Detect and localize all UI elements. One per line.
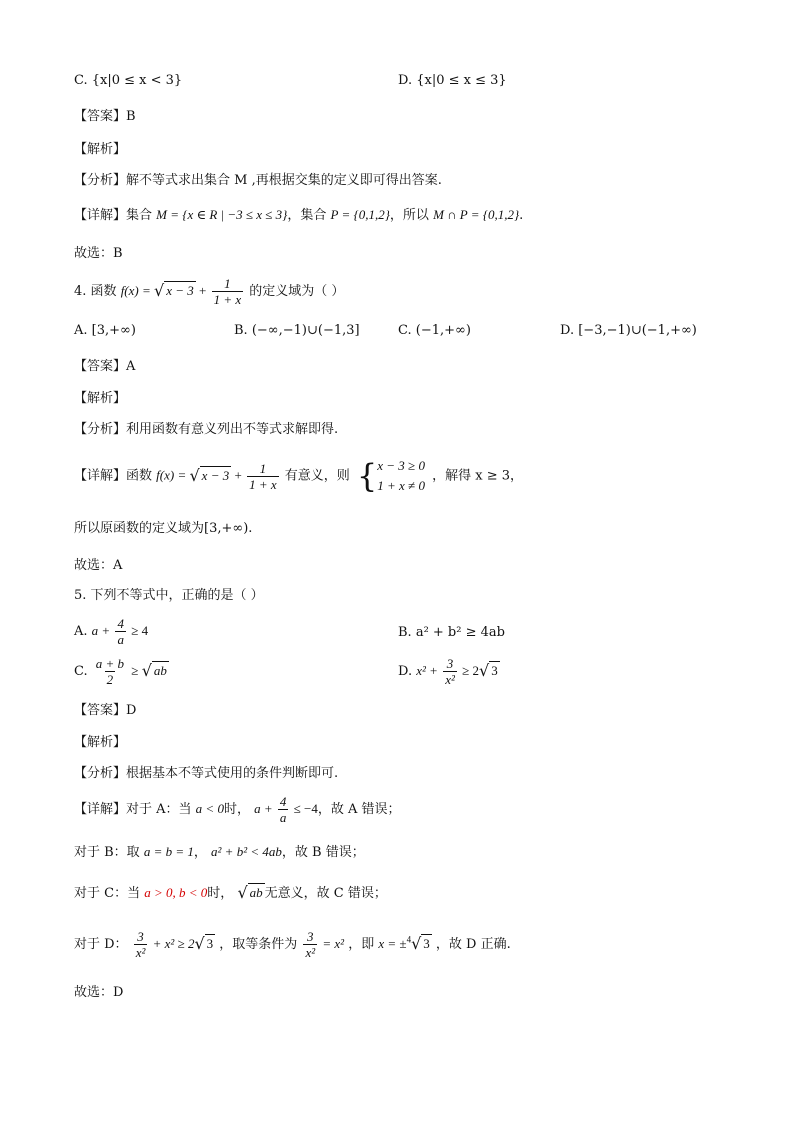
set-M: M = {x ∈ R | −3 ≤ x ≤ 3} (156, 207, 288, 222)
q4-conclusion: 所以原函数的定义域为[3,+∞). (74, 521, 253, 536)
q5-detail-a: 【详解】对于 A：当 a < 0时， a + $\frac{4}{a}$ ≤ −4，故 A 错误； (74, 794, 401, 825)
q3-analysis-heading: 【解析】 (74, 142, 127, 157)
q4-detail: 【详解】函数 f(x) = √ x − 3 + $\frac{1}{1 + x}$ 有意义，则 { x − 3 ≥ 0 1 + x ≠ 0 ，解得 x ≥ 3， (74, 457, 523, 495)
q5-answer: 【答案】D (74, 703, 137, 718)
sqrt-expr: x − 3 (166, 283, 194, 298)
q5-analysis-heading: 【解析】 (74, 735, 127, 750)
intersection: M ∩ P = {0,1,2} (433, 207, 520, 222)
q5-detail-c: 对于 C：当 a > 0, b < 0时， √ ab 无意义，故 C 错误； (74, 883, 387, 902)
q4-answer: 【答案】A (74, 359, 136, 374)
q4-stem: 4. 函数 f(x) = √ x − 3 + $\frac{1}{1 + x}$ 的定义域为（ ） (74, 276, 345, 307)
q5-option-a: A. a + $\frac{4}{a}$ ≥ 4 (74, 616, 149, 647)
q4-option-b: B. (−∞,−1)∪(−1,3] (234, 323, 360, 338)
q5-fenxi: 【分析】根据基本不等式使用的条件判断即可. (74, 766, 339, 781)
q4-option-a: A. [3,+∞) (74, 323, 136, 338)
q4-option-c: C. (−1,+∞) (398, 323, 471, 338)
fraction: $\frac{1}{1 + x}$ (213, 276, 242, 307)
q4-analysis-heading: 【解析】 (74, 391, 127, 406)
q5-option-b: B. a² + b² ≥ 4ab (398, 625, 505, 640)
q3-choose: 故选：B (74, 246, 123, 261)
q4-option-d: D. [−3,−1)∪(−1,+∞) (560, 323, 697, 338)
q3-detail: 【详解】集合 M = {x ∈ R | −3 ≤ x ≤ 3}，集合 P = {0,1,2}，所以 M ∩ P = {0,1,2}. (74, 207, 524, 223)
q5-detail-b: 对于 B：取 a = b = 1， a² + b² < 4ab，故 B 错误； (74, 844, 365, 860)
highlighted-condition: a > 0, b < 0 (144, 885, 208, 900)
q3-option-d: D. {x|0 ≤ x ≤ 3} (398, 73, 507, 88)
q4-choose: 故选：A (74, 558, 123, 573)
q5-detail-d: 对于 D： $\frac{3}{\text{x²}}$ + x² ≥ 2√ 3 ，取等条件为 $\frac{3}{\text{x²}}$ = x² ，即 x = ±$^4$√ 3 ，故 D 正确. (74, 929, 511, 960)
q5-option-c: C. $\frac{a + b}{2}$ ≥ √ ab (74, 656, 167, 687)
q5-stem: 5. 下列不等式中，正确的是（ ） (74, 588, 264, 603)
inequality-system: { x − 3 ≥ 0 1 + x ≠ 0 (356, 457, 425, 495)
q3-fenxi: 【分析】解不等式求出集合 M ,再根据交集的定义即可得出答案. (74, 173, 442, 188)
q3-answer: 【答案】B (74, 109, 136, 124)
q3-option-c: C. {x|0 ≤ x < 3} (74, 73, 183, 88)
q5-option-d: D. x² + $\frac{3}{\text{x²}}$ ≥ 2√ 3 (398, 656, 498, 687)
q4-fenxi: 【分析】利用函数有意义列出不等式求解即得. (74, 422, 339, 437)
q5-choose: 故选：D (74, 985, 124, 1000)
set-P: P = {0,1,2} (330, 207, 390, 222)
fraction: $\frac{1}{1 + x}$ (249, 460, 277, 492)
